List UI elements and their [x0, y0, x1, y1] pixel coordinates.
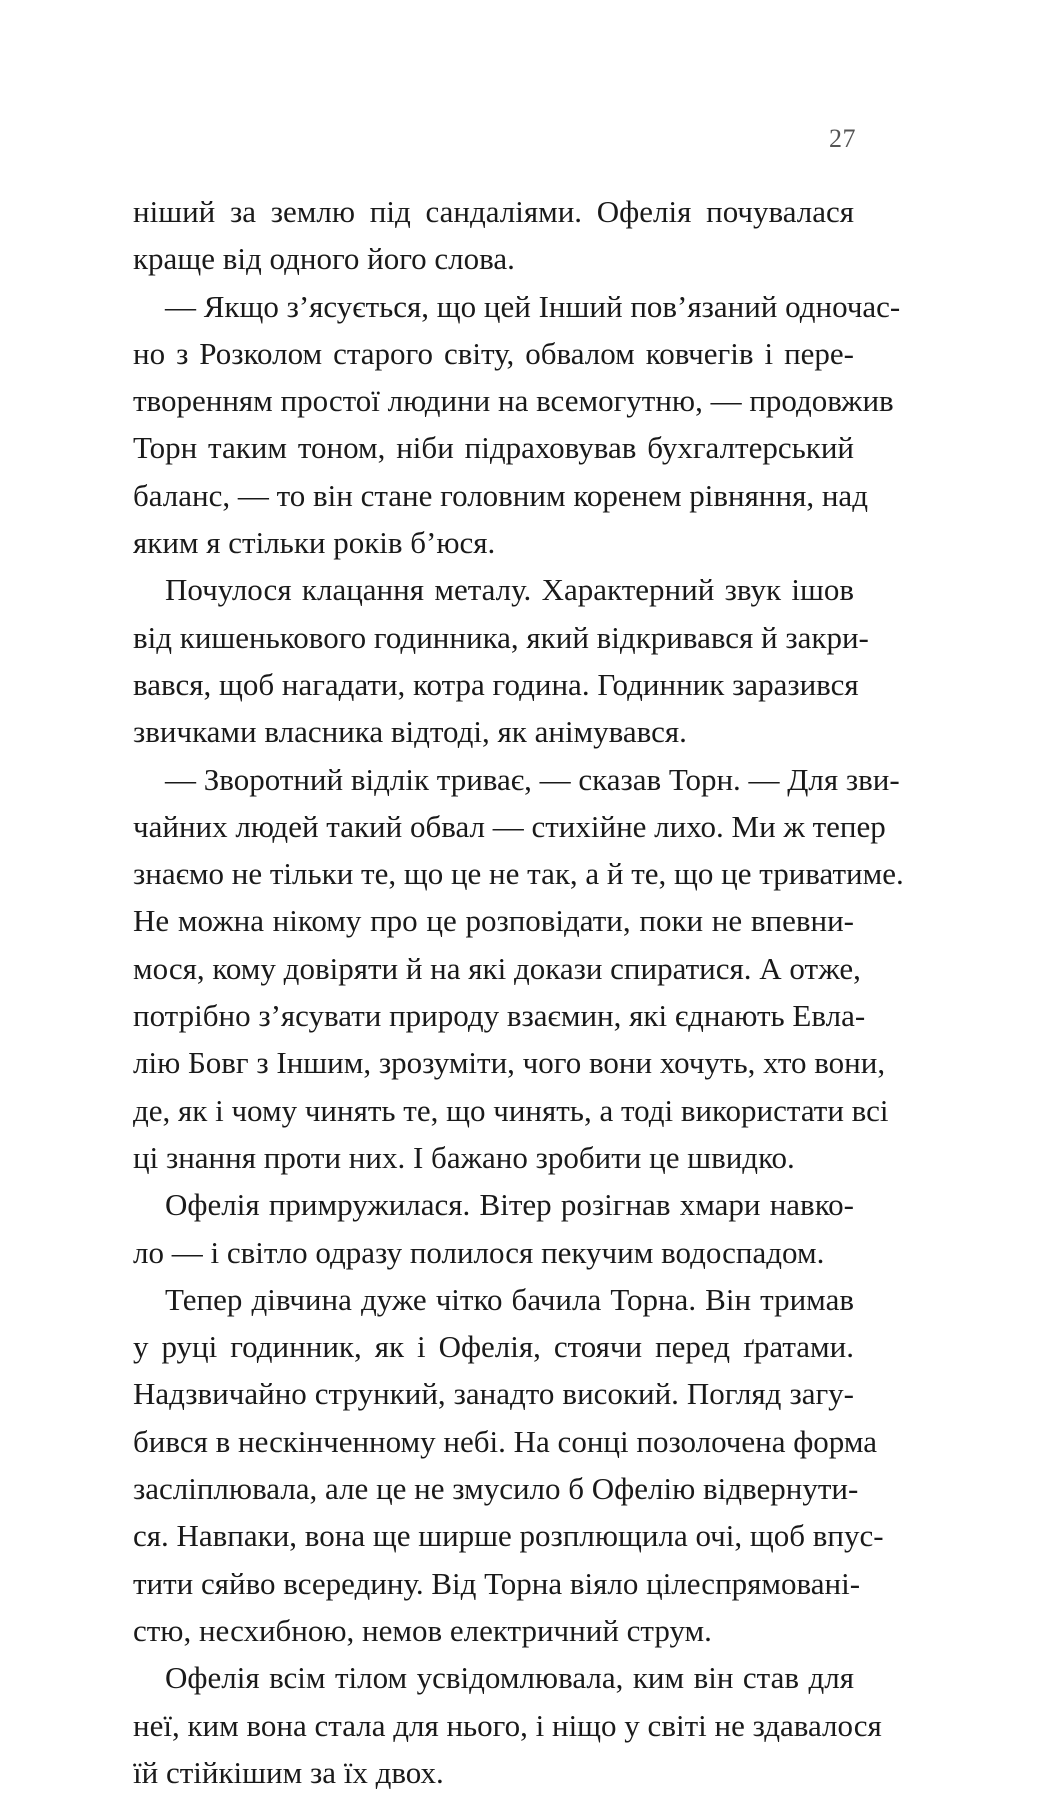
- text-line: ніший за землю під сандаліями. Офелія почувалася: [133, 194, 854, 229]
- text-line: Офелія примружилася. Вітер розігнав хмари навко-: [165, 1187, 854, 1223]
- text-line: Торн таким тоном, ніби підраховував бухгалтерський: [133, 430, 854, 466]
- text-line: Офелія всім тілом усвідомлювала, ким він став для: [165, 1660, 854, 1696]
- paragraph: [133, 756, 904, 1182]
- text-line: засліплювала, але це не змусило б Офелію відвернути-: [133, 1471, 859, 1507]
- text-line: неї, ким вона стала для нього, і ніщо у світі не здавалося: [133, 1707, 882, 1743]
- paragraph: [133, 1654, 882, 1796]
- text-line: у руці годинник, як і Офелія, стоячи перед ґратами.: [133, 1329, 854, 1365]
- text-line: їй стійкішим за їх двох.: [133, 1754, 444, 1790]
- text-line: ся. Навпаки, вона ще ширше розплющила очі, щоб впус-: [133, 1518, 884, 1554]
- paragraph: [133, 188, 854, 283]
- page-number: 27: [829, 124, 856, 153]
- body-text: [133, 188, 904, 1796]
- text-line: но з Розколом старого світу, обвалом ковчегів і пере-: [133, 335, 854, 371]
- text-line: чайних людей такий обвал — стихійне лихо. Ми ж тепер: [133, 808, 886, 844]
- text-line: краще від одного його слова.: [133, 241, 515, 277]
- text-line: Не можна нікому про це розповідати, поки не впевни-: [133, 903, 854, 939]
- text-line: яким я стільки років б’юся.: [133, 525, 496, 561]
- text-line: бився в нескінченному небі. На сонці позолочена форма: [133, 1423, 877, 1459]
- text-line: від кишенькового годинника, який відкривався й закри-: [133, 619, 869, 655]
- text-line: ці знання проти них. І бажано зробити це швидко.: [133, 1139, 795, 1175]
- text-line: Надзвичайно стрункий, занадто високий. Погляд загу-: [133, 1376, 854, 1412]
- text-line: — Якщо з’ясується, що цей Інший пов’язаний одночас-: [165, 288, 901, 324]
- paragraph: [133, 1181, 854, 1276]
- paragraph: [133, 283, 901, 567]
- text-line: творенням простої людини на всемогутню, — продовжив: [133, 383, 894, 419]
- paragraph: [133, 566, 869, 755]
- text-line: ло — і світло одразу полилося пекучим водоспадом.: [133, 1234, 825, 1270]
- text-line: — Зворотний відлік триває, — сказав Торн. — Для зви-: [165, 761, 900, 797]
- text-line: потрібно з’ясувати природу взаємин, які єднають Евла-: [133, 998, 866, 1034]
- text-line: Почулося клацання металу. Характерний звук ішов: [165, 572, 854, 608]
- text-line: знаємо не тільки те, що це не так, а й те, що це триватиме.: [133, 856, 904, 892]
- text-line: мося, кому довіряти й на які докази спиратися. А отже,: [133, 950, 861, 986]
- text-line: вався, щоб нагадати, котра година. Годинник заразився: [133, 666, 859, 702]
- paragraph: [133, 1276, 884, 1654]
- text-line: звичками власника відтоді, як анімувався.: [133, 714, 687, 750]
- text-line: стю, несхибною, немов електричний струм.: [133, 1612, 712, 1648]
- text-line: Тепер дівчина дуже чітко бачила Торна. Він тримав: [165, 1281, 854, 1317]
- text-line: де, як і чому чинять те, що чинять, а тоді використати всі: [133, 1092, 889, 1128]
- text-line: тити сяйво всередину. Від Торна віяло цілеспрямовані-: [133, 1565, 861, 1601]
- text-line: баланс, — то він стане головним коренем рівняння, над: [133, 477, 868, 513]
- text-line: лію Бовг з Іншим, зрозуміти, чого вони хочуть, хто вони,: [133, 1045, 886, 1081]
